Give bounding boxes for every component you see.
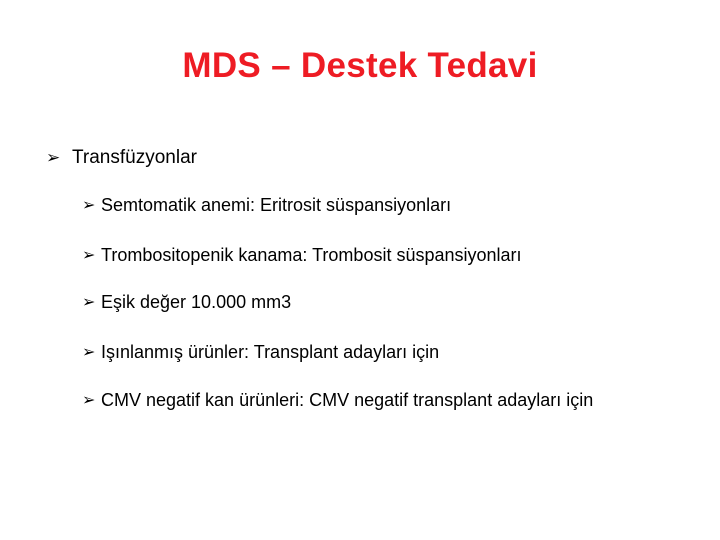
sub-bullet-text: Trombositopenik kanama: Trombosit süspansiyonları <box>101 245 522 265</box>
slide-title: MDS – Destek Tedavi <box>182 46 538 85</box>
sub-bullet-text: Eşik değer 10.000 mm3 <box>101 292 292 312</box>
sub-bullet-text: Semtomatik anemi: Eritrosit süspansiyonları <box>101 195 452 215</box>
arrowhead-bullet-icon: ➢ <box>82 195 96 214</box>
arrowhead-bullet-icon: ➢ <box>82 390 96 409</box>
sub-bullet-item <box>82 278 702 326</box>
sub-bullet-item <box>82 231 702 279</box>
sub-bullet-text: CMV negatif kan ürünleri: CMV negatif transplant adayları için <box>101 390 594 410</box>
sub-bullet-item <box>82 181 702 229</box>
arrowhead-bullet-icon: ➢ <box>82 292 96 311</box>
arrowhead-bullet-icon: ➢ <box>82 342 96 361</box>
arrowhead-bullet-icon: ➢ <box>46 148 61 168</box>
bullet-item-transfuzyonlar <box>46 145 197 171</box>
sub-bullet-item <box>82 328 702 376</box>
sub-bullet-item <box>82 376 702 424</box>
bullet-text: Transfüzyonlar <box>72 147 197 168</box>
arrowhead-bullet-icon: ➢ <box>82 245 96 264</box>
sub-bullet-text: Işınlanmış ürünler: Transplant adayları için <box>101 342 440 362</box>
